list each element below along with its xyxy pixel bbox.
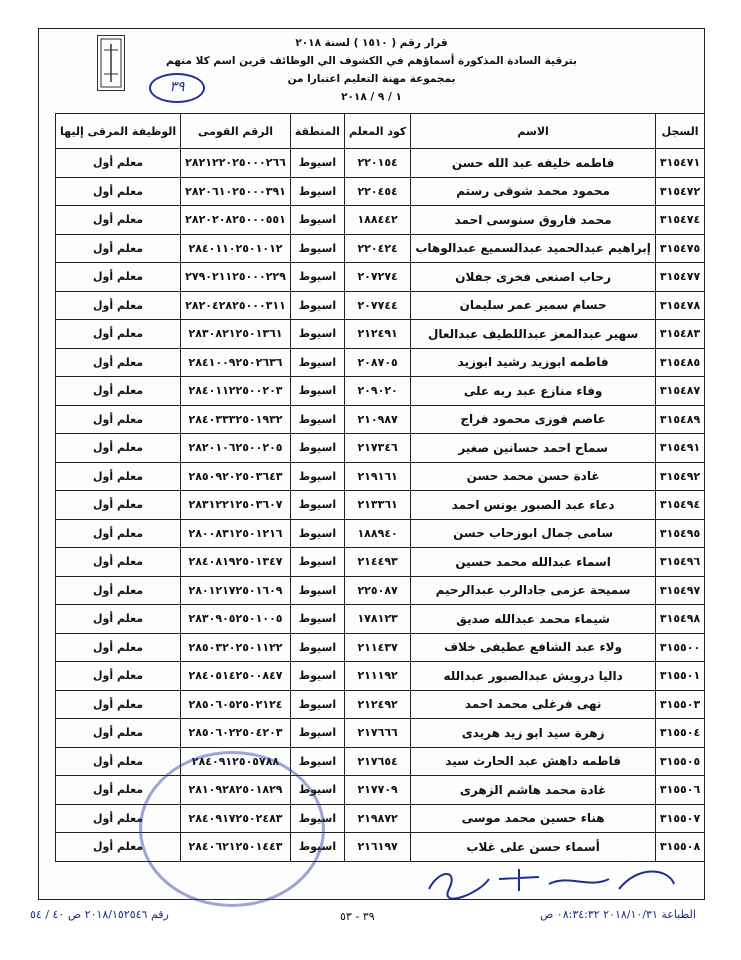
registry-cell: ٣١٥٥٠٥	[655, 747, 704, 776]
page-counter: ٣٩ - ٥٣	[340, 910, 375, 923]
registry-cell: ٣١٥٤٨٣	[655, 320, 704, 349]
registry-cell: ٣١٥٤٩١	[655, 434, 704, 463]
name-cell: عاصم فوزى محمود فراج	[411, 405, 656, 434]
teacher-code-cell: ٢٠٧٧٤٤	[344, 291, 410, 320]
teacher-code-cell: ٢١٧٦٦٦	[344, 719, 410, 748]
table-row	[56, 833, 705, 862]
table-row	[56, 405, 705, 434]
table-row	[56, 633, 705, 662]
national-id-cell: ٢٨٤٠١١٢٢٥٠٠٢٠٣	[181, 377, 291, 406]
area-cell: اسيوط	[290, 690, 344, 719]
area-cell: اسيوط	[290, 177, 344, 206]
national-id-cell: ٢٧٩٠٢١١٢٥٠٠٠٢٢٩	[181, 263, 291, 292]
col-area: المنطقة	[290, 114, 344, 149]
name-cell: اسماء عبدالله محمد حسين	[411, 548, 656, 577]
area-cell: اسيوط	[290, 291, 344, 320]
table-row	[56, 462, 705, 491]
national-id-cell: ٢٨٥٠٦٠٢٢٥٠٤٢٠٣	[181, 719, 291, 748]
table-row	[56, 291, 705, 320]
table-row	[56, 348, 705, 377]
area-cell: اسيوط	[290, 234, 344, 263]
table-row	[56, 576, 705, 605]
registry-cell: ٣١٥٤٧٨	[655, 291, 704, 320]
area-cell: اسيوط	[290, 605, 344, 634]
job-cell: معلم أول	[56, 662, 181, 691]
registry-cell: ٣١٥٤٩٤	[655, 491, 704, 520]
name-cell: دعاء عبد الصبور يونس احمد	[411, 491, 656, 520]
col-teacher-code: كود المعلم	[344, 114, 410, 149]
teacher-code-cell: ٢١٧٣٤٦	[344, 434, 410, 463]
teacher-code-cell: ٢٢٠١٥٤	[344, 149, 410, 178]
promotion-table	[55, 113, 705, 862]
national-id-cell: ٢٨٠٠٨٣١٢٥٠١٢١٦	[181, 519, 291, 548]
area-cell: اسيوط	[290, 206, 344, 235]
name-cell: شيماء محمد عبدالله صديق	[411, 605, 656, 634]
job-cell: معلم أول	[56, 776, 181, 805]
teacher-code-cell: ٢١١١٩٢	[344, 662, 410, 691]
national-id-cell: ٢٨٠١٢١٧٢٥٠١٦٠٩	[181, 576, 291, 605]
table-row	[56, 690, 705, 719]
name-cell: غادة محمد هاشم الزهرى	[411, 776, 656, 805]
table-row	[56, 605, 705, 634]
registry-cell: ٣١٥٤٨٧	[655, 377, 704, 406]
job-cell: معلم أول	[56, 291, 181, 320]
registry-cell: ٣١٥٥٠٣	[655, 690, 704, 719]
job-cell: معلم أول	[56, 605, 181, 634]
area-cell: اسيوط	[290, 149, 344, 178]
registry-cell: ٣١٥٤٩٦	[655, 548, 704, 577]
registry-cell: ٣١٥٤٧٤	[655, 206, 704, 235]
registry-cell: ٣١٥٥٠٦	[655, 776, 704, 805]
job-cell: معلم أول	[56, 719, 181, 748]
national-id-cell: ٢٨٤٠١١٠٢٥٠١٠١٢	[181, 234, 291, 263]
job-cell: معلم أول	[56, 405, 181, 434]
area-cell: اسيوط	[290, 491, 344, 520]
table-row	[56, 804, 705, 833]
job-cell: معلم أول	[56, 633, 181, 662]
effective-date: ١ / ٩ / ٢٠١٨	[341, 91, 402, 103]
teacher-code-cell: ٢٠٨٧٠٥	[344, 348, 410, 377]
national-id-cell: ٢٨٢٠١٠٦٢٥٠٠٢٠٥	[181, 434, 291, 463]
national-id-cell: ٢٨٢٠٦١٠٢٥٠٠٠٣٩١	[181, 177, 291, 206]
national-id-cell: ٢٨٣٠٩٠٥٢٥٠١٠٠٥	[181, 605, 291, 634]
national-id-cell: ٢٨٢٠٢٠٨٢٥٠٠٠٥٥١	[181, 206, 291, 235]
national-id-cell: ٢٨٥٠٣٢٠٢٥٠١١٢٢	[181, 633, 291, 662]
name-cell: محمود محمد شوقى رستم	[411, 177, 656, 206]
national-id-cell: ٢٨٤٠٩١٢٥٠٥٧٨٨	[181, 747, 291, 776]
job-cell: معلم أول	[56, 320, 181, 349]
registry-cell: ٣١٥٥٠٨	[655, 833, 704, 862]
area-cell: اسيوط	[290, 462, 344, 491]
area-cell: اسيوط	[290, 348, 344, 377]
registry-cell: ٣١٥٤٩٥	[655, 519, 704, 548]
name-cell: هناء حسين محمد موسى	[411, 804, 656, 833]
job-cell: معلم أول	[56, 690, 181, 719]
teacher-code-cell: ٢١١٤٣٧	[344, 633, 410, 662]
job-cell: معلم أول	[56, 234, 181, 263]
name-cell: حسام سمير عمر سليمان	[411, 291, 656, 320]
national-id-cell: ٢٨٢١٢٢٠٢٥٠٠٠٢٦٦	[181, 149, 291, 178]
teacher-code-cell: ٢٠٩٠٢٠	[344, 377, 410, 406]
job-cell: معلم أول	[56, 177, 181, 206]
name-cell: فاطمه ابوزيد رشيد ابوزيد	[411, 348, 656, 377]
national-id-cell: ٢٨٣١٢٢١٢٥٠٣٦٠٧	[181, 491, 291, 520]
area-cell: اسيوط	[290, 576, 344, 605]
teacher-code-cell: ٢٢٠٤٢٤	[344, 234, 410, 263]
col-national-id: الرقم القومى	[181, 114, 291, 149]
national-id-cell: ٢٨٢٠٤٢٨٢٥٠٠٠٣١١	[181, 291, 291, 320]
teacher-code-cell: ٢٢٠٤٥٤	[344, 177, 410, 206]
name-cell: سماح احمد حسانين صغير	[411, 434, 656, 463]
job-cell: معلم أول	[56, 263, 181, 292]
name-cell: ولاء عبد الشافع عطيفى خلاف	[411, 633, 656, 662]
area-cell: اسيوط	[290, 776, 344, 805]
teacher-code-cell: ٢١٧٦٥٤	[344, 747, 410, 776]
table-row	[56, 719, 705, 748]
area-cell: اسيوط	[290, 662, 344, 691]
national-id-cell: ٢٨٤١٠٠٩٢٥٠٢٦٣٦	[181, 348, 291, 377]
table-row	[56, 234, 705, 263]
table-row	[56, 776, 705, 805]
table-row	[56, 747, 705, 776]
table-row	[56, 263, 705, 292]
national-id-cell: ٢٨٤٠٣٣٣٢٥٠١٩٣٢	[181, 405, 291, 434]
name-cell: غادة حسن محمد حسن	[411, 462, 656, 491]
name-cell: فاطمه داهش عبد الحارث سيد	[411, 747, 656, 776]
job-cell: معلم أول	[56, 576, 181, 605]
table-row	[56, 434, 705, 463]
national-id-cell: ٢٨١٠٩٢٨٢٥٠١٨٢٩	[181, 776, 291, 805]
registry-cell: ٣١٥٥٠١	[655, 662, 704, 691]
national-id-cell: ٢٨٤٠٦٢١٢٥٠١٤٤٣	[181, 833, 291, 862]
table-row	[56, 206, 705, 235]
teacher-code-cell: ١٧٨١٢٣	[344, 605, 410, 634]
signature	[419, 859, 679, 899]
area-cell: اسيوط	[290, 320, 344, 349]
table-row	[56, 177, 705, 206]
name-cell: أسماء حسن على غلاب	[411, 833, 656, 862]
teacher-code-cell: ٢١٩٨٧٢	[344, 804, 410, 833]
area-cell: اسيوط	[290, 377, 344, 406]
teacher-code-cell: ٢١٣٣٦١	[344, 491, 410, 520]
table-row	[56, 519, 705, 548]
name-cell: فاطمه خليفه عبد الله حسن	[411, 149, 656, 178]
area-cell: اسيوط	[290, 263, 344, 292]
area-cell: اسيوط	[290, 833, 344, 862]
name-cell: داليا درويش عبدالصبور عبدالله	[411, 662, 656, 691]
national-id-cell: ٢٨٣٠٨٢١٢٥٠١٣٦١	[181, 320, 291, 349]
job-cell: معلم أول	[56, 491, 181, 520]
job-cell: معلم أول	[56, 548, 181, 577]
job-cell: معلم أول	[56, 804, 181, 833]
table-row	[56, 149, 705, 178]
teacher-code-cell: ٢١٧٧٠٩	[344, 776, 410, 805]
name-cell: إبراهيم عبدالحميد عبدالسميع عبدالوهاب	[411, 234, 656, 263]
job-cell: معلم أول	[56, 462, 181, 491]
national-id-cell: ٢٨٥٠٩٢٠٢٥٠٣٦٤٣	[181, 462, 291, 491]
col-promoted-job: الوظيفة المرقى إليها	[56, 114, 181, 149]
col-name: الاسم	[411, 114, 656, 149]
table-row	[56, 662, 705, 691]
name-cell: سميحة عزمى جادالرب عبدالرحيم	[411, 576, 656, 605]
registry-cell: ٣١٥٤٩٧	[655, 576, 704, 605]
registry-cell: ٣١٥٥٠٧	[655, 804, 704, 833]
job-cell: معلم أول	[56, 348, 181, 377]
area-cell: اسيوط	[290, 804, 344, 833]
teacher-code-cell: ٢١٦١٩٧	[344, 833, 410, 862]
teacher-code-cell: ٢١٢٤٩٢	[344, 690, 410, 719]
registry-cell: ٣١٥٤٧٧	[655, 263, 704, 292]
col-registry: السجل	[655, 114, 704, 149]
name-cell: سهير عبدالمعز عبداللطيف عبدالعال	[411, 320, 656, 349]
registry-cell: ٣١٥٤٨٩	[655, 405, 704, 434]
decision-header	[39, 29, 704, 114]
job-cell: معلم أول	[56, 519, 181, 548]
area-cell: اسيوط	[290, 405, 344, 434]
teacher-code-cell: ٢١٢٤٩١	[344, 320, 410, 349]
decision-line: قرار رقم ( ١٥١٠ ) لسنة ٢٠١٨	[295, 37, 448, 49]
name-cell: وفاء منازع عبد ربه على	[411, 377, 656, 406]
teacher-code-cell: ٢١٠٩٨٧	[344, 405, 410, 434]
teacher-code-cell: ٢١٩١٦١	[344, 462, 410, 491]
area-cell: اسيوط	[290, 434, 344, 463]
table-row	[56, 320, 705, 349]
area-cell: اسيوط	[290, 747, 344, 776]
registry-cell: ٣١٥٥٠٠	[655, 633, 704, 662]
registry-cell: ٣١٥٤٩٨	[655, 605, 704, 634]
table-header-row	[56, 114, 705, 149]
print-timestamp: الطباعة ٢٠١٨/١٠/٣١ ٠٨:٣٤:٣٢ ص	[540, 908, 696, 921]
footer-reference: رقم ٢٠١٨/١٥٢٥٤٦ ص ٤٠ / ٥٤	[30, 908, 169, 921]
name-cell: زهرة سيد ابو زيد هريدى	[411, 719, 656, 748]
circled-number: ٣٩	[149, 73, 205, 103]
table-row	[56, 377, 705, 406]
area-cell: اسيوط	[290, 719, 344, 748]
registry-cell: ٣١٥٤٧٥	[655, 234, 704, 263]
area-cell: اسيوط	[290, 519, 344, 548]
registry-cell: ٣١٥٤٧٢	[655, 177, 704, 206]
document-page	[38, 28, 705, 900]
area-cell: اسيوط	[290, 633, 344, 662]
teacher-code-cell: ٢١٤٤٩٣	[344, 548, 410, 577]
national-id-cell: ٢٨٤٠٥١٤٢٥٠٠٨٤٧	[181, 662, 291, 691]
national-id-cell: ٢٨٥٠٦٠٥٢٥٠٢١٢٤	[181, 690, 291, 719]
teacher-code-cell: ٢٢٥٠٨٧	[344, 576, 410, 605]
group-line: بمجموعة مهنة التعليم اعتبارا من	[287, 73, 456, 85]
job-cell: معلم أول	[56, 149, 181, 178]
registry-cell: ٣١٥٤٩٢	[655, 462, 704, 491]
table-row	[56, 491, 705, 520]
teacher-code-cell: ١٨٨٩٤٠	[344, 519, 410, 548]
teacher-code-cell: ٢٠٧٢٧٤	[344, 263, 410, 292]
registry-cell: ٣١٥٥٠٤	[655, 719, 704, 748]
teacher-code-cell: ١٨٨٤٤٢	[344, 206, 410, 235]
promotion-line: بترقية السادة المذكورة أسماؤهم في الكشوف الي الوظائف قرين اسم كلا منهم	[166, 55, 577, 67]
name-cell: نهى فرغلى محمد احمد	[411, 690, 656, 719]
name-cell: محمد فاروق سنوسى احمد	[411, 206, 656, 235]
job-cell: معلم أول	[56, 206, 181, 235]
national-id-cell: ٢٨٤٠٨١٩٢٥٠١٣٤٧	[181, 548, 291, 577]
name-cell: سامى جمال ابوزحاب حسن	[411, 519, 656, 548]
name-cell: رحاب اصنعى فخرى جفلان	[411, 263, 656, 292]
registry-cell: ٣١٥٤٨٥	[655, 348, 704, 377]
national-id-cell: ٢٨٤٠٩١٧٢٥٠٢٤٨٣	[181, 804, 291, 833]
registry-cell: ٣١٥٤٧١	[655, 149, 704, 178]
job-cell: معلم أول	[56, 833, 181, 862]
job-cell: معلم أول	[56, 747, 181, 776]
table-row	[56, 548, 705, 577]
area-cell: اسيوط	[290, 548, 344, 577]
job-cell: معلم أول	[56, 377, 181, 406]
job-cell: معلم أول	[56, 434, 181, 463]
